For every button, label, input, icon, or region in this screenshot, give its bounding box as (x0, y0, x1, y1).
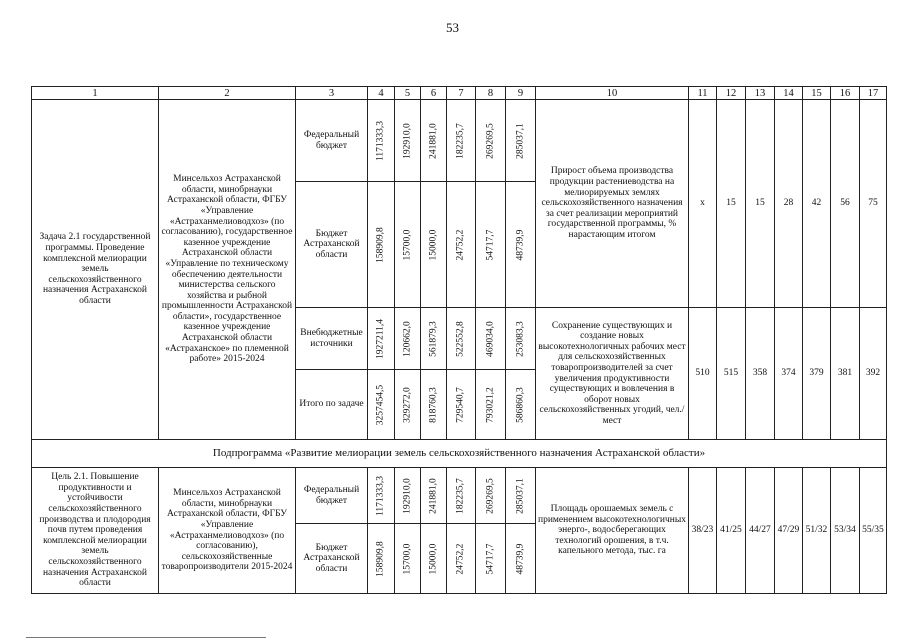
indicator-value: 381 (831, 308, 860, 440)
column-number: 10 (536, 87, 689, 100)
amount-cell: 586860,3 (506, 370, 536, 440)
funding-source: Федеральный бюджет (296, 100, 368, 182)
column-number: 14 (775, 87, 803, 100)
amount-cell: 241881,0 (421, 100, 447, 182)
funding-source: Федеральный бюджет (296, 468, 368, 524)
column-number: 15 (803, 87, 831, 100)
indicator-value: 515 (717, 308, 746, 440)
indicator-cell: Площадь орошаемых земель с применением высокотехнологичных энерго-, водосберегающих технологий орошения, в т.ч. капельного метода, тыс. га (536, 468, 689, 594)
subprogram-row (32, 440, 887, 468)
program-table (31, 86, 887, 594)
amount-cell: 192910,0 (395, 100, 421, 182)
amount-cell: 15700,0 (395, 182, 421, 308)
indicator-value: 44/27 (746, 468, 775, 594)
indicator-value: 47/29 (775, 468, 803, 594)
amount-cell: 158909,8 (368, 524, 395, 594)
amount-cell: 469034,0 (476, 308, 506, 370)
executors-cell: Минсельхоз Астраханской области, минобрнауки Астраханской области, ФГБУ «Управление «Астраханмелиоводхоз» (по согласованию), государственное казенное учреждение Астраханской области «Управление по техническому обеспечению деятельности министерства сельского хозяйства и рыбной промышленности Астраханской области», государственное казенное учреждение Астраханской области «Астраханское» по племенной работе» 2015-2024 (159, 100, 296, 440)
amount-cell: 285037,1 (506, 468, 536, 524)
funding-source: Бюджет Астраханской области (296, 524, 368, 594)
executors-cell: Минсельхоз Астраханской области, минобрнауки Астраханской области, ФГБУ «Управление «Астраханмелиоводхоз» (по согласованию), сельскохозяйственные товаропроизводители 2015-2024 (159, 468, 296, 594)
table-row (32, 468, 887, 524)
indicator-value: 15 (746, 100, 775, 308)
amount-cell: 24752,2 (447, 524, 476, 594)
column-number: 16 (831, 87, 860, 100)
indicator-value: 374 (775, 308, 803, 440)
amount-cell: 15000,0 (421, 182, 447, 308)
amount-cell: 182235,7 (447, 468, 476, 524)
amount-cell: 1927211,4 (368, 308, 395, 370)
amount-cell: 285037,1 (506, 100, 536, 182)
amount-cell: 241881,0 (421, 468, 447, 524)
amount-cell: 329272,0 (395, 370, 421, 440)
amount-cell: 48739,9 (506, 524, 536, 594)
amount-cell: 1171333,3 (368, 100, 395, 182)
footer-rule (26, 637, 266, 638)
funding-source: Бюджет Астраханской области (296, 182, 368, 308)
indicator-value: 51/32 (803, 468, 831, 594)
indicator-value: 55/35 (860, 468, 887, 594)
column-number: 7 (447, 87, 476, 100)
column-number: 4 (368, 87, 395, 100)
amount-cell: 158909,8 (368, 182, 395, 308)
indicator-value: 358 (746, 308, 775, 440)
amount-cell: 15700,0 (395, 524, 421, 594)
column-number: 6 (421, 87, 447, 100)
funding-source: Внебюджетные источники (296, 308, 368, 370)
column-number: 12 (717, 87, 746, 100)
amount-cell: 729540,7 (447, 370, 476, 440)
column-number: 3 (296, 87, 368, 100)
page-number: 53 (446, 20, 459, 35)
indicator-value: 392 (860, 308, 887, 440)
funding-source: Итого по задаче (296, 370, 368, 440)
amount-cell: 24752,2 (447, 182, 476, 308)
amount-cell: 15000,0 (421, 524, 447, 594)
amount-cell: 269269,5 (476, 468, 506, 524)
indicator-value: 38/23 (689, 468, 717, 594)
amount-cell: 192910,0 (395, 468, 421, 524)
amount-cell: 1171333,3 (368, 468, 395, 524)
indicator-value: 510 (689, 308, 717, 440)
column-number: 11 (689, 87, 717, 100)
amount-cell: 561879,3 (421, 308, 447, 370)
amount-cell: 120662,0 (395, 308, 421, 370)
amount-cell: 818760,3 (421, 370, 447, 440)
indicator-cell: Прирост объема производства продукции растениеводства на мелиорируемых землях сельскохозяйственного назначения за счет реализации мероприятий государственной программы, % нарастающим итогом (536, 100, 689, 308)
indicator-cell: Сохранение существующих и создание новых высокотехнологичных рабочих мест для сельскохозяйственных товаропроизводителей за счет увеличения продуктивности существующих и вовлечения в оборот новых сельскохозяйственных угодий, чел./мест (536, 308, 689, 440)
indicator-value: 42 (803, 100, 831, 308)
indicator-value: x (689, 100, 717, 308)
column-number: 2 (159, 87, 296, 100)
column-number: 5 (395, 87, 421, 100)
goal-cell: Цель 2.1. Повышение продуктивности и устойчивости сельскохозяйственного производства и плодородия почв путем проведения комплексной мелиорации земель сельскохозяйственного назначения Астраханской области (32, 468, 159, 594)
subprogram-title: Подпрограмма «Развитие мелиорации земель сельскохозяйственного назначения Астраханской области» (32, 440, 887, 468)
column-number: 13 (746, 87, 775, 100)
column-number-row (32, 87, 887, 100)
column-number: 8 (476, 87, 506, 100)
table-row (32, 100, 887, 182)
amount-cell: 269269,5 (476, 100, 506, 182)
indicator-value: 28 (775, 100, 803, 308)
task-cell: Задача 2.1 государственной программы. Проведение комплексной мелиорации земель сельскохозяйственного назначения Астраханской области (32, 100, 159, 440)
indicator-value: 53/34 (831, 468, 860, 594)
amount-cell: 522552,8 (447, 308, 476, 370)
amount-cell: 253083,3 (506, 308, 536, 370)
column-number: 9 (506, 87, 536, 100)
indicator-value: 41/25 (717, 468, 746, 594)
amount-cell: 793021,2 (476, 370, 506, 440)
amount-cell: 3257454,5 (368, 370, 395, 440)
indicator-value: 75 (860, 100, 887, 308)
indicator-value: 56 (831, 100, 860, 308)
column-number: 17 (860, 87, 887, 100)
amount-cell: 54717,7 (476, 524, 506, 594)
amount-cell: 54717,7 (476, 182, 506, 308)
column-number: 1 (32, 87, 159, 100)
indicator-value: 379 (803, 308, 831, 440)
indicator-value: 15 (717, 100, 746, 308)
amount-cell: 48739,9 (506, 182, 536, 308)
amount-cell: 182235,7 (447, 100, 476, 182)
